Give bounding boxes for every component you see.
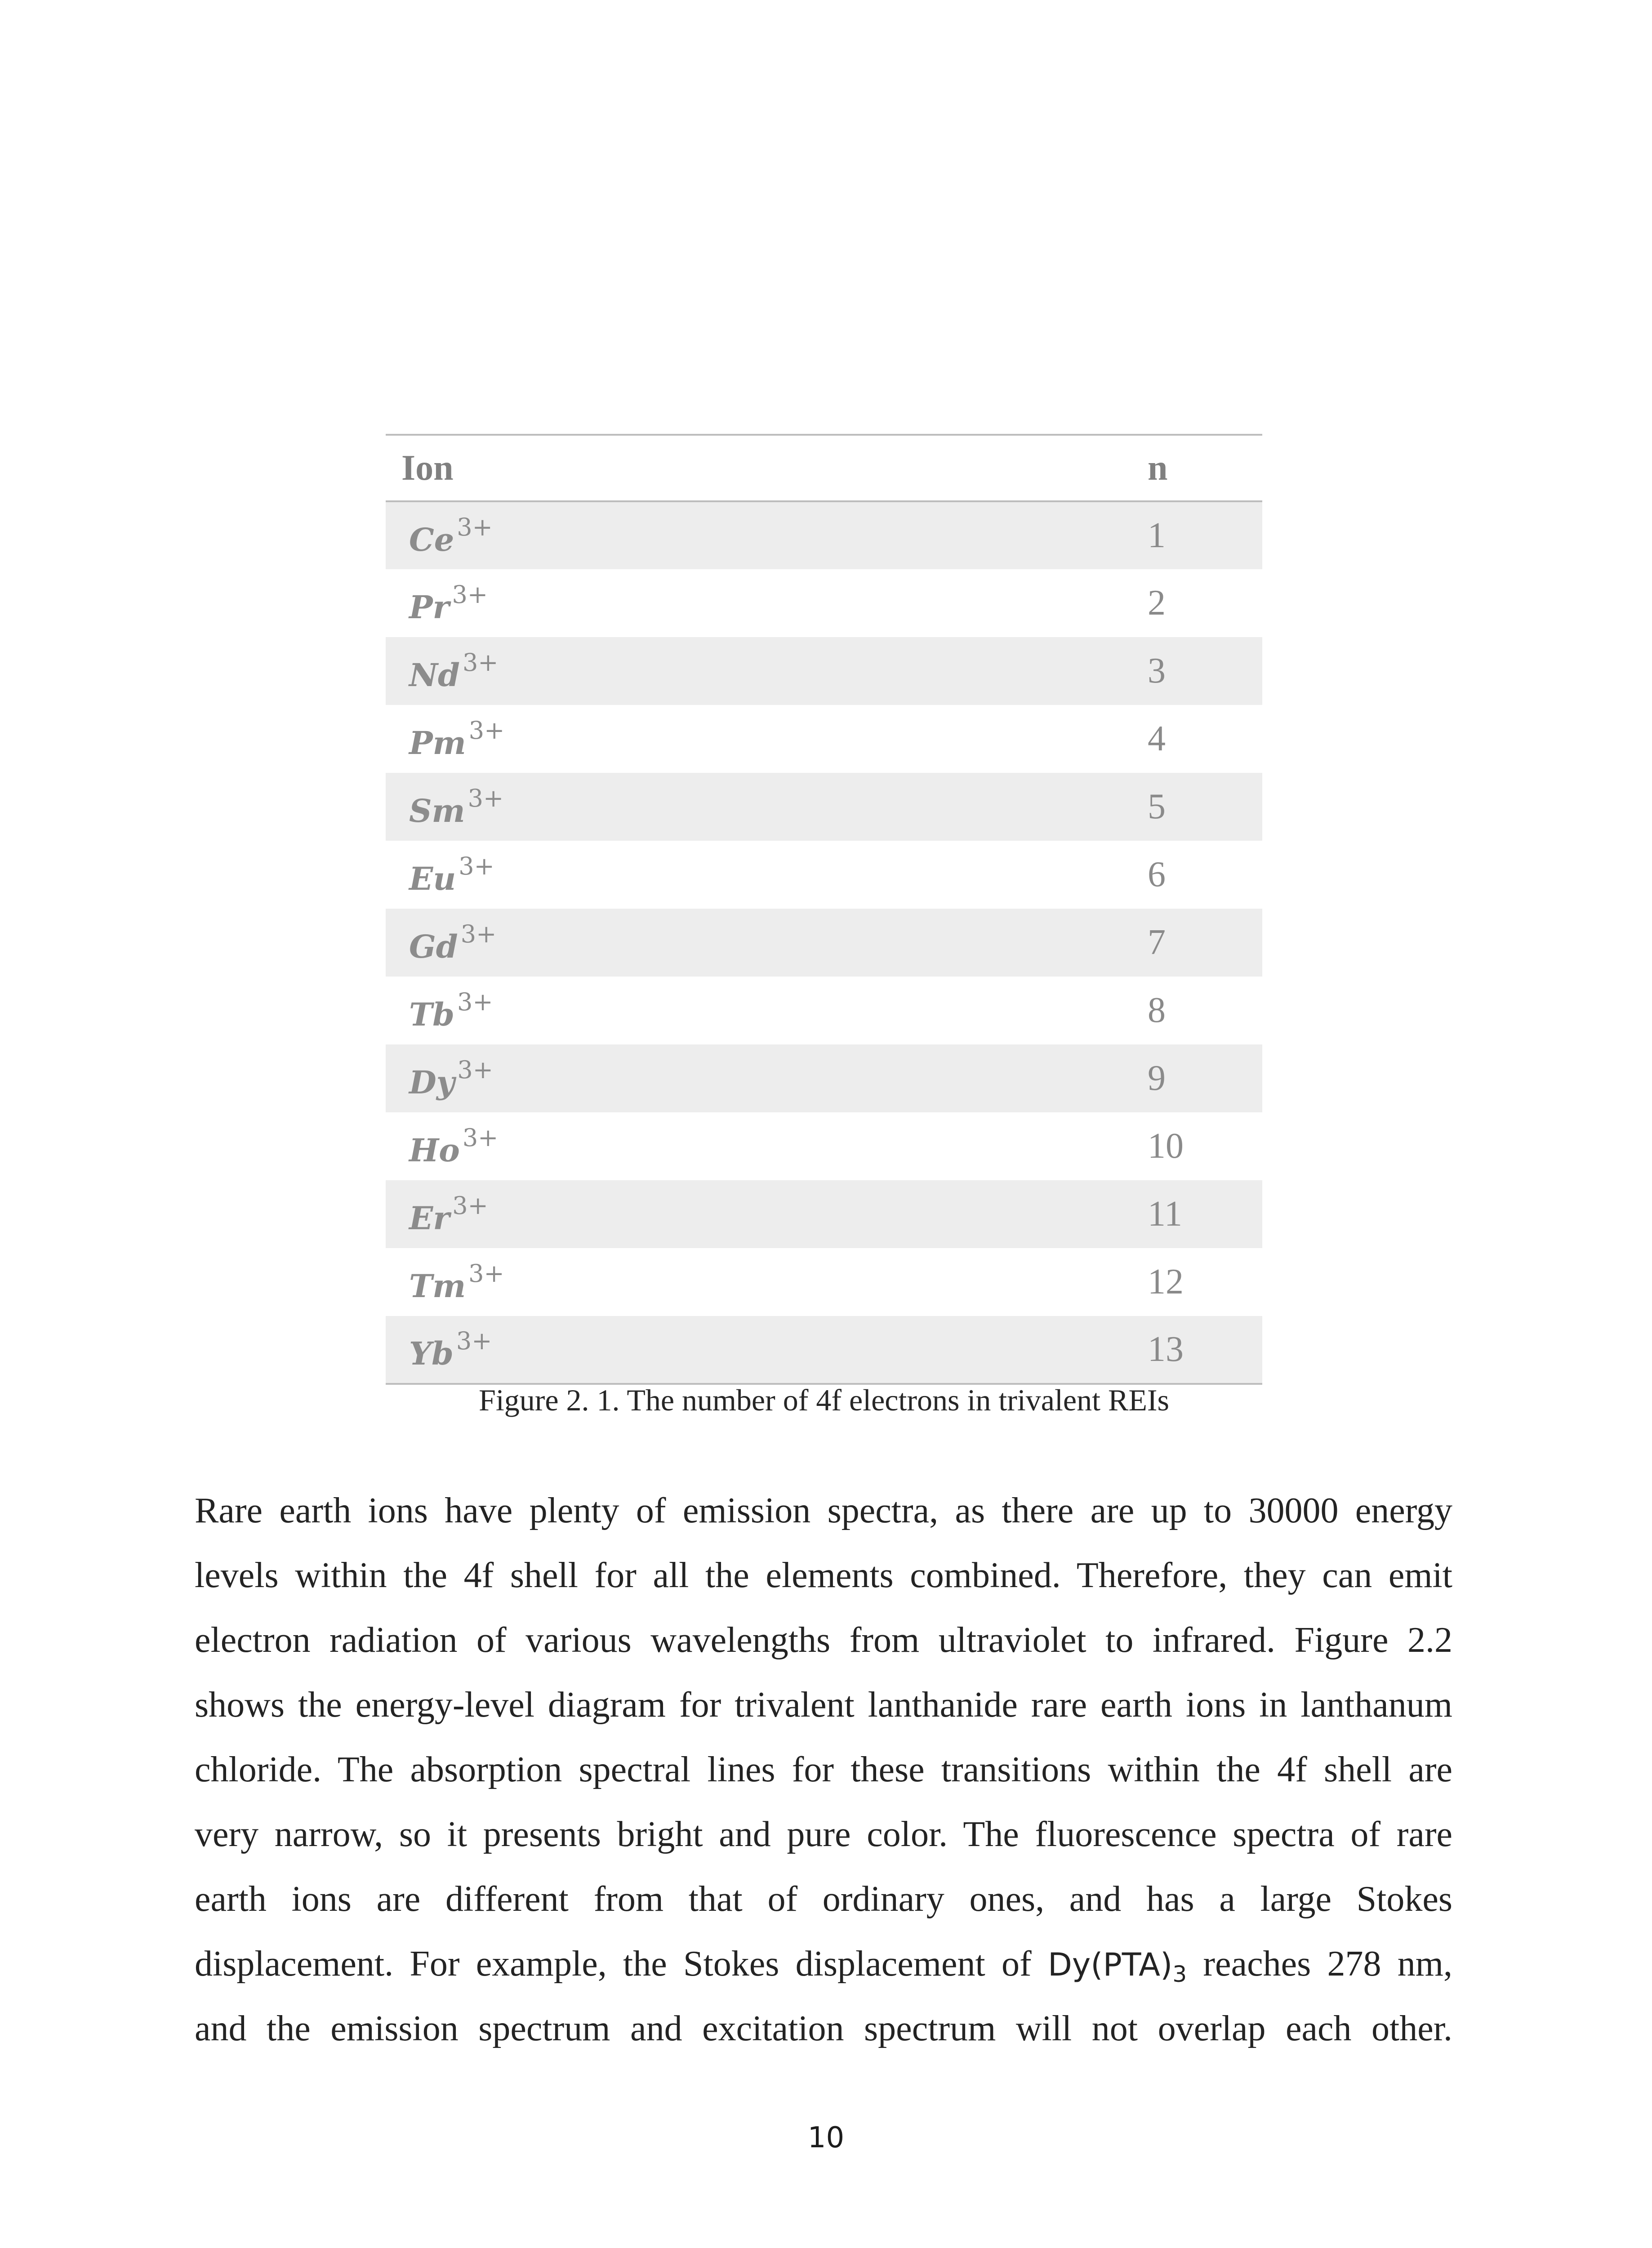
ion-symbol: Ho: [409, 1132, 460, 1169]
ion-charge: 3+: [459, 852, 494, 880]
electron-count-cell: 8: [1148, 990, 1166, 1030]
paragraph-line: very narrow, so it presents bright and pure color. The fluorescence spectra of rare: [195, 1815, 1452, 1854]
ion-charge: 3+: [452, 1191, 488, 1220]
paragraph-line: chloride. The absorption spectral lines for these transitions within the 4f shell are: [195, 1750, 1452, 1789]
ion-symbol: Eu: [409, 860, 456, 897]
electron-count-cell: 11: [1148, 1194, 1183, 1234]
ion-charge: 3+: [456, 1327, 492, 1355]
electron-count-cell: 12: [1148, 1262, 1184, 1302]
ion-charge: 3+: [468, 716, 505, 745]
ion-cell: [386, 977, 1145, 1044]
ion-charge: 3+: [457, 513, 493, 541]
ion-cell: [386, 637, 1145, 705]
ion-cell: [386, 1316, 1145, 1384]
ion-charge: 3+: [457, 988, 493, 1016]
table-row: [386, 841, 1262, 909]
ion-symbol: Tb: [409, 996, 455, 1033]
table-row: [386, 569, 1262, 637]
paragraph-line: levels within the 4f shell for all the elements combined. Therefore, they can emit: [195, 1556, 1452, 1595]
ion-symbol: Pm: [409, 724, 466, 762]
ion-cell: [386, 841, 1145, 909]
paragraph-line: and the emission spectrum and excitation spectrum will not overlap each other.: [195, 2009, 1452, 2048]
table-row: [386, 909, 1262, 977]
table-row: [386, 501, 1262, 569]
electron-count-cell: 13: [1148, 1329, 1184, 1369]
electron-count-cell: 7: [1148, 923, 1166, 962]
ion-electron-table: [386, 434, 1262, 1385]
ion-cell: [386, 569, 1145, 637]
ion-symbol: Ce: [409, 521, 454, 558]
electron-count-cell: 10: [1148, 1126, 1184, 1166]
ion-cell: [386, 909, 1145, 977]
ion-symbol: Er: [409, 1200, 450, 1237]
table-row: [386, 1180, 1262, 1248]
ion-cell: [386, 1112, 1145, 1180]
ion-symbol: Pr: [409, 589, 450, 626]
electron-count-cell: 9: [1148, 1058, 1166, 1098]
body-paragraph: [195, 1478, 1452, 2061]
ion-symbol: Nd: [409, 656, 460, 694]
line-text-before: displacement. For example, the Stokes displacement of: [195, 1944, 1048, 1984]
paragraph-line-formula: [195, 1931, 1452, 1996]
ion-charge: 3+: [468, 1259, 504, 1288]
ion-charge: 3+: [460, 920, 497, 948]
table-row: [386, 1316, 1262, 1384]
ion-cell: [386, 1044, 1145, 1112]
ion-cell: [386, 1180, 1145, 1248]
ion-symbol: Sm: [409, 792, 465, 830]
table-row: [386, 1112, 1262, 1180]
ion-charge: 3+: [462, 1124, 499, 1152]
electron-count-cell: 4: [1148, 719, 1166, 758]
header-ion: Ion: [401, 448, 454, 488]
table-row: [386, 637, 1262, 705]
paragraph-line: Rare earth ions have plenty of emission spectra, as there are up to 30000 energy: [195, 1491, 1452, 1530]
ion-charge: 3+: [457, 1056, 493, 1084]
page-number: 10: [807, 2121, 845, 2154]
ion-symbol: Dy: [409, 1064, 455, 1101]
ion-cell: [386, 773, 1145, 841]
ion-cell: [386, 501, 1145, 569]
chemical-formula: [1047, 1946, 1187, 1987]
ion-symbol: Yb: [409, 1335, 454, 1372]
table-row: [386, 1044, 1262, 1112]
ion-symbol: Tm: [409, 1267, 466, 1305]
ion-charge: 3+: [468, 784, 504, 812]
formula-text: Dy(PTA): [1047, 1946, 1173, 1983]
table-row: [386, 773, 1262, 841]
formula-subscript: 3: [1172, 1961, 1187, 1987]
electron-count-cell: 5: [1148, 787, 1166, 826]
table-row: [386, 705, 1262, 773]
table-row: [386, 1248, 1262, 1316]
electron-count-cell: 6: [1148, 855, 1166, 894]
table-row: [386, 977, 1262, 1044]
ion-cell: [386, 1248, 1145, 1316]
electron-count-cell: 1: [1148, 516, 1166, 555]
table-body: [386, 501, 1262, 1384]
paragraph-line: electron radiation of various wavelengths from ultraviolet to infrared. Figure 2.2: [195, 1620, 1452, 1660]
header-n: n: [1148, 448, 1168, 488]
paragraph-line: earth ions are different from that of ordinary ones, and has a large Stokes: [195, 1879, 1452, 1919]
figure-caption: Figure 2. 1. The number of 4f electrons in trivalent REIs: [479, 1383, 1169, 1417]
line-text-after: reaches 278 nm,: [1187, 1944, 1453, 1984]
ion-symbol: Gd: [409, 928, 458, 965]
paragraph-line: shows the energy-level diagram for trivalent lanthanide rare earth ions in lanthanum: [195, 1685, 1452, 1725]
table-header-row: [386, 435, 1262, 501]
ion-charge: 3+: [452, 580, 488, 609]
ion-charge: 3+: [462, 648, 499, 677]
electron-count-cell: 3: [1148, 651, 1166, 691]
ion-cell: [386, 705, 1145, 773]
electron-count-cell: 2: [1148, 583, 1166, 623]
